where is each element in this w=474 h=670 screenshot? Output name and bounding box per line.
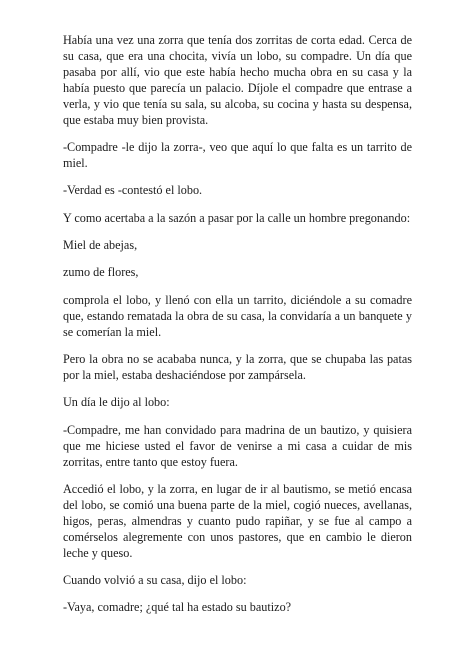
paragraph-compra-miel: comprola el lobo, y llenó con ella un tarrito, diciéndole a su comadre que, estando rematada la obra de su casa, la convidaría a un banquete y se comerían la miel. xyxy=(63,292,412,339)
paragraph-dialogue-lobo: -Verdad es -contestó el lobo. xyxy=(63,183,203,198)
paragraph-accedio-lobo: Accedió el lobo, y la zorra, en lugar de ir al bautismo, se metió encasa del lobo, se comió una buena parte de la miel, cogió nueces, avellanas, higos, peras, almendras y cuanto pudo rapiñar, y se fue al campo a comérselos alegremente con unos pastores, que en cambio le dieron leche y queso. xyxy=(63,482,412,560)
paragraph-pregon-line-1: Miel de abejas, xyxy=(63,238,138,253)
paragraph-opening: Había una vez una zorra que tenía dos zorritas de corta edad. Cerca de su casa, que era una chocita, vivía un lobo, su compadre. Un día que pasaba por allí, vio que este había hecho mucha obra en su casa y la había puesto que parecía un palacio. Díjole el compadre que entrase a verla, y vio que tenía su sala, su alcoba, su cocina y hasta su despensa, que estaba muy bien provista. xyxy=(63,33,412,127)
paragraph-obra-sin-fin: Pero la obra no se acababa nunca, y la zorra, que se chupaba las patas por la miel, estaba deshaciéndose por zampársela. xyxy=(63,352,412,382)
paragraph-hombre-pregonando: Y como acertaba a la sazón a pasar por la calle un hombre pregonando: xyxy=(63,210,411,225)
paragraph-cuando-volvio: Cuando volvió a su casa, dijo el lobo: xyxy=(63,573,247,588)
paragraph-pregon-line-2: zumo de flores, xyxy=(63,265,139,280)
paragraph-dialogue-zorra: -Compadre -le dijo la zorra-, veo que aquí lo que falta es un tarrito de miel. xyxy=(63,139,412,170)
paragraph-un-dia: Un día le dijo al lobo: xyxy=(63,395,170,410)
paragraph-dialogue-vaya: -Vaya, comadre; ¿qué tal ha estado su bautizo? xyxy=(63,600,292,615)
paragraph-dialogue-bautizo: -Compadre, me han convidado para madrina de un bautizo, y quisiera que me hiciese usted el favor de venirse a mi casa a cuidar de mis zorritas, entre tanto que estoy fuera. xyxy=(63,422,412,469)
